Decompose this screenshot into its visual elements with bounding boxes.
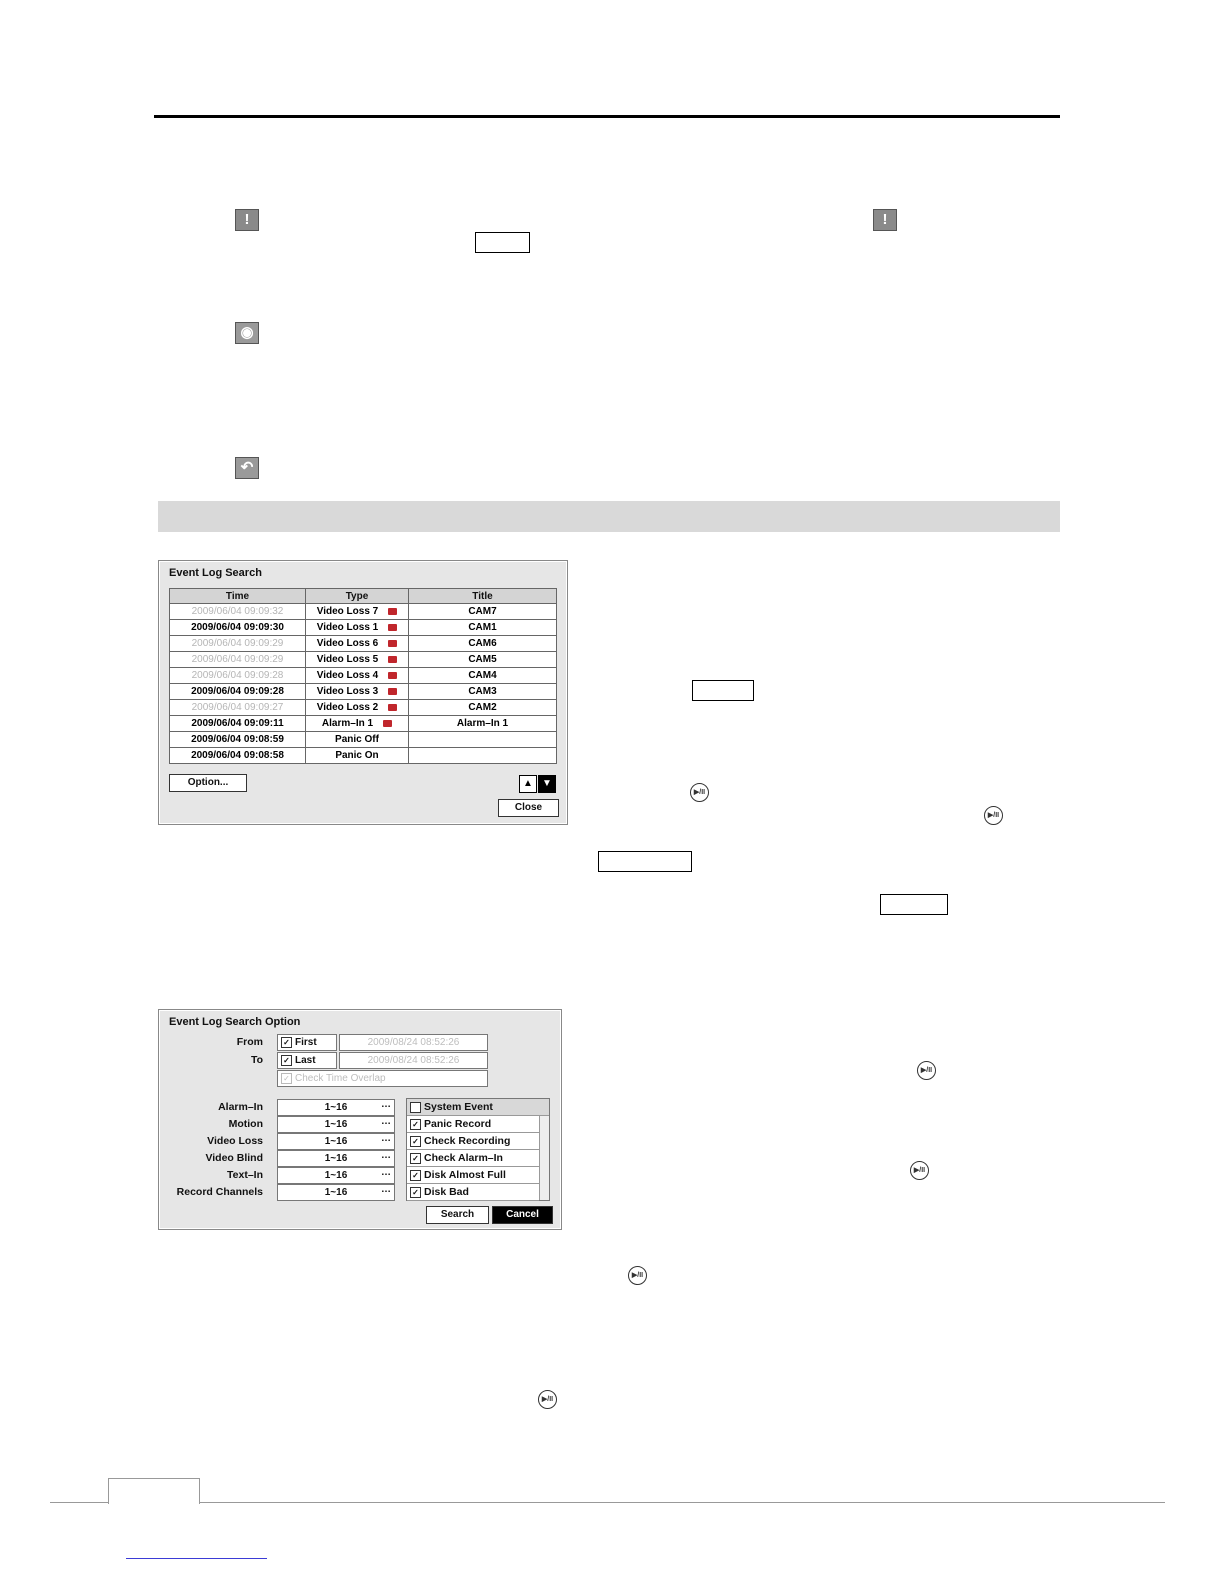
event-label: Disk Bad [424, 1186, 469, 1198]
event-checkbox-item[interactable] [407, 1116, 539, 1133]
play-pause-icon [690, 783, 709, 802]
cell-type-text: Video Loss 6 [316, 638, 379, 649]
event-type-list [406, 1098, 550, 1201]
event-log-search-dialog [158, 560, 568, 825]
cell-type-text: Video Loss 4 [316, 670, 379, 681]
table-row[interactable] [170, 700, 557, 716]
footer-link-underline[interactable] [126, 1558, 267, 1559]
cell-title: CAM1 [409, 620, 557, 636]
search-button[interactable]: Search [426, 1206, 489, 1224]
play-pause-glyph: ▶/II [693, 789, 706, 796]
event-log-table [169, 588, 557, 764]
event-label: Check Recording [424, 1135, 511, 1147]
ellipsis-icon: … [381, 1184, 391, 1195]
column-header-time[interactable]: Time [170, 589, 306, 604]
cell-type-text: Video Loss 2 [316, 702, 379, 713]
cell-type [306, 684, 409, 700]
video-loss-icon [388, 672, 397, 679]
cell-time: 2009/06/04 09:09:30 [170, 620, 306, 636]
cell-title: CAM5 [409, 652, 557, 668]
event-checkbox-item[interactable] [407, 1133, 539, 1150]
cell-title: Alarm–In 1 [409, 716, 557, 732]
play-pause-glyph: ▶/II [987, 812, 1000, 819]
cell-type-text: Alarm–In 1 [321, 718, 374, 729]
scroll-up-button[interactable]: ▲ [519, 775, 537, 793]
scroll-down-button[interactable]: ▼ [538, 775, 556, 793]
dialog-title: Event Log Search [169, 567, 262, 579]
video-loss-icon [388, 624, 397, 631]
channel-value: 1~16 [324, 1102, 348, 1113]
cell-type-text: Video Loss 7 [316, 606, 379, 617]
cell-title: CAM4 [409, 668, 557, 684]
cell-time: 2009/06/04 09:09:32 [170, 604, 306, 620]
event-label: Panic Record [424, 1118, 492, 1130]
inline-button-reference [598, 851, 692, 872]
video-loss-icon [388, 688, 397, 695]
page-number-tab [108, 1478, 200, 1504]
first-label: First [295, 1037, 317, 1048]
cell-title: CAM6 [409, 636, 557, 652]
channel-value: 1~16 [324, 1170, 348, 1181]
checkbox-icon: ✓ [410, 1136, 421, 1147]
event-label: Disk Almost Full [424, 1169, 506, 1181]
cell-time: 2009/06/04 09:09:28 [170, 684, 306, 700]
video-loss-icon [388, 704, 397, 711]
check-time-overlap-checkbox[interactable] [277, 1070, 488, 1087]
dialog-title: Event Log Search Option [169, 1016, 301, 1028]
ellipsis-icon: … [381, 1133, 391, 1144]
table-row[interactable] [170, 668, 557, 684]
return-glyph: ↶ [240, 459, 254, 476]
checkbox-icon: ✓ [410, 1119, 421, 1130]
channel-select-field[interactable] [277, 1184, 395, 1201]
channel-select-field[interactable] [277, 1167, 395, 1184]
table-row[interactable] [170, 684, 557, 700]
table-row[interactable] [170, 620, 557, 636]
checkbox-icon: ✓ [281, 1055, 292, 1066]
column-header-type[interactable]: Type [306, 589, 409, 604]
play-pause-glyph: ▶/II [541, 1396, 554, 1403]
table-row[interactable] [170, 652, 557, 668]
event-checkbox-item[interactable] [407, 1184, 539, 1201]
alert-glyph: ! [244, 211, 250, 228]
cell-type-text: Panic On [335, 750, 379, 761]
video-loss-icon [388, 656, 397, 663]
setup-icon [235, 322, 259, 344]
header-rule [154, 115, 1060, 118]
channel-label: Video Loss [207, 1135, 263, 1147]
alert-icon [873, 209, 897, 231]
close-button[interactable]: Close [498, 799, 559, 817]
cell-type-text: Video Loss 1 [316, 622, 379, 633]
channel-value: 1~16 [324, 1119, 348, 1130]
cell-type [306, 716, 409, 732]
to-last-checkbox[interactable] [277, 1052, 337, 1069]
cell-time: 2009/06/04 09:08:59 [170, 732, 306, 748]
cell-type [306, 604, 409, 620]
ellipsis-icon: … [381, 1116, 391, 1127]
cell-title: CAM3 [409, 684, 557, 700]
checkbox-icon: ✓ [281, 1073, 292, 1084]
channel-label: Alarm–In [218, 1101, 263, 1113]
alarm-bell-icon [383, 720, 392, 727]
event-checkbox-item[interactable] [407, 1099, 549, 1116]
table-row[interactable] [170, 604, 557, 620]
cell-type-text: Panic Off [335, 734, 379, 745]
cell-type [306, 652, 409, 668]
table-row[interactable] [170, 636, 557, 652]
video-loss-icon [388, 608, 397, 615]
checkbox-icon: ✓ [410, 1170, 421, 1181]
ellipsis-icon: … [381, 1150, 391, 1161]
alert-icon [235, 209, 259, 231]
play-pause-icon [917, 1061, 936, 1080]
checkbox-icon [410, 1102, 421, 1113]
event-label: Check Alarm–In [424, 1152, 503, 1164]
to-datetime-value: 2009/08/24 08:52:26 [367, 1055, 460, 1066]
channel-select-field[interactable] [277, 1133, 395, 1150]
channel-value: 1~16 [324, 1153, 348, 1164]
video-loss-icon [388, 640, 397, 647]
event-checkbox-item[interactable] [407, 1167, 539, 1184]
table-row[interactable] [170, 716, 557, 732]
last-label: Last [295, 1055, 316, 1066]
event-label: System Event [424, 1101, 493, 1113]
ellipsis-icon: … [381, 1167, 391, 1178]
cell-title [409, 748, 557, 764]
checkbox-icon: ✓ [410, 1153, 421, 1164]
cell-title: CAM2 [409, 700, 557, 716]
channel-select-field[interactable] [277, 1150, 395, 1167]
event-checkbox-item[interactable] [407, 1150, 539, 1167]
event-log-search-option-dialog [158, 1009, 562, 1230]
event-list-scrollbar[interactable] [539, 1116, 549, 1200]
to-datetime-field[interactable] [339, 1052, 488, 1069]
cell-type-text: Video Loss 5 [316, 654, 379, 665]
cell-type [306, 636, 409, 652]
cell-title: CAM7 [409, 604, 557, 620]
cell-type [306, 700, 409, 716]
from-datetime-value: 2009/08/24 08:52:26 [367, 1037, 460, 1048]
play-pause-icon [984, 806, 1003, 825]
cell-time: 2009/06/04 09:09:29 [170, 636, 306, 652]
channel-label: Motion [228, 1118, 263, 1130]
inline-button-reference [475, 232, 530, 253]
from-datetime-field[interactable] [339, 1034, 488, 1051]
checkbox-icon: ✓ [410, 1187, 421, 1198]
play-pause-glyph: ▶/II [913, 1167, 926, 1174]
cell-type-text: Video Loss 3 [316, 686, 379, 697]
channel-value: 1~16 [324, 1136, 348, 1147]
table-row[interactable] [170, 748, 557, 764]
cell-type [306, 732, 409, 748]
cancel-button[interactable]: Cancel [492, 1206, 553, 1224]
channel-select-field[interactable] [277, 1116, 395, 1133]
play-pause-glyph: ▶/II [920, 1067, 933, 1074]
channel-label: Record Channels [176, 1186, 263, 1198]
cell-time: 2009/06/04 09:09:28 [170, 668, 306, 684]
overlap-label: Check Time Overlap [295, 1073, 386, 1084]
alert-glyph: ! [882, 211, 888, 228]
table-row[interactable] [170, 732, 557, 748]
channel-value: 1~16 [324, 1187, 348, 1198]
channel-label: Video Blind [205, 1152, 263, 1164]
option-button[interactable]: Option... [169, 774, 247, 792]
to-label: To [250, 1054, 263, 1066]
channel-select-field[interactable] [277, 1099, 395, 1116]
from-label: From [236, 1036, 263, 1048]
cell-time: 2009/06/04 09:09:27 [170, 700, 306, 716]
column-header-title[interactable]: Title [409, 589, 557, 604]
cell-time: 2009/06/04 09:09:29 [170, 652, 306, 668]
cell-type [306, 668, 409, 684]
from-first-checkbox[interactable] [277, 1034, 337, 1051]
cell-time: 2009/06/04 09:08:58 [170, 748, 306, 764]
play-pause-icon [910, 1161, 929, 1180]
inline-button-reference [692, 680, 754, 701]
cell-time: 2009/06/04 09:09:11 [170, 716, 306, 732]
cell-type [306, 620, 409, 636]
inline-button-reference [880, 894, 948, 915]
play-pause-glyph: ▶/II [631, 1272, 644, 1279]
checkbox-icon: ✓ [281, 1037, 292, 1048]
ellipsis-icon: … [381, 1099, 391, 1110]
cell-title [409, 732, 557, 748]
channel-label: Text–In [227, 1169, 263, 1181]
play-pause-icon [628, 1266, 647, 1285]
cell-type [306, 748, 409, 764]
footer-rule [50, 1502, 1165, 1503]
setup-glyph: ◉ [240, 324, 254, 341]
play-pause-icon [538, 1390, 557, 1409]
return-icon [235, 457, 259, 479]
section-heading-bar [158, 501, 1060, 532]
